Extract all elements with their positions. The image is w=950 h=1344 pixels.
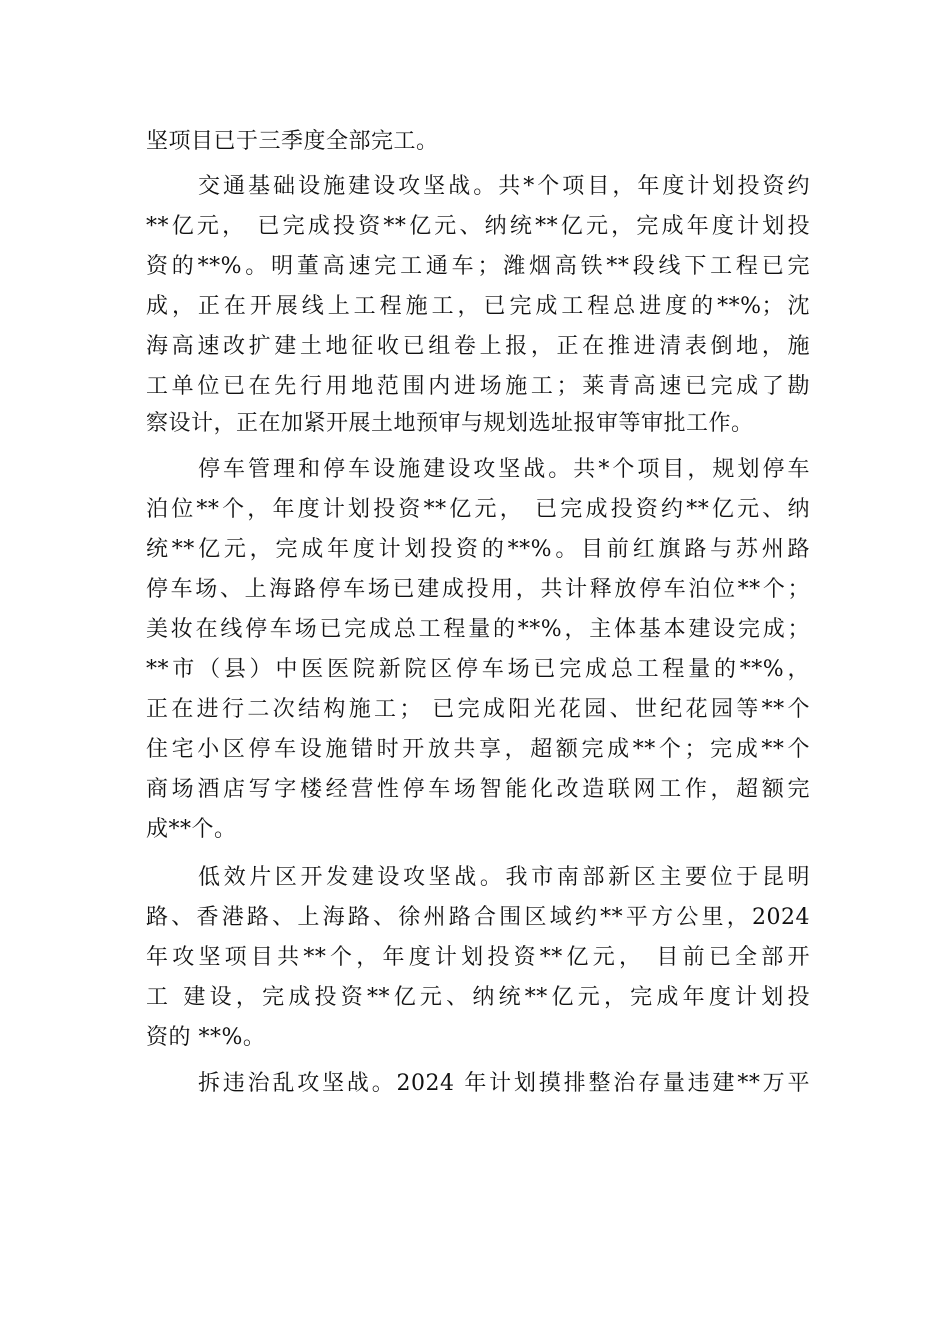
- text-line: 美妆在线停车场已完成总工程量的**%，主体基本建设完成；: [146, 617, 810, 642]
- text-line: 察设计，正在加紧开展土地预审与规划选址报审等审批工作。: [146, 411, 754, 436]
- paragraph-first-line: 低效片区开发建设攻坚战。我市南部新区主要位于昆明: [198, 865, 810, 890]
- text-line: **亿元， 已完成投资**亿元、纳统**亿元，完成年度计划投: [146, 214, 810, 239]
- text-line: 资的**%。明董高速完工通车；潍烟高铁**段线下工程已完: [146, 254, 810, 279]
- text-line: **市（县）中医医院新院区停车场已完成总工程量的**%，: [146, 657, 810, 682]
- paragraph-first-line: 拆违治乱攻坚战。2024 年计划摸排整治存量违建**万平: [198, 1071, 810, 1096]
- text-line: 资的 **%。: [146, 1025, 266, 1050]
- text-line: 商场酒店写字楼经营性停车场智能化改造联网工作，超额完: [146, 777, 810, 802]
- text-line: 成，正在开展线上工程施工，已完成工程总进度的**%；沈: [146, 294, 810, 319]
- text-line: 住宅小区停车设施错时开放共享，超额完成**个；完成**个: [146, 737, 810, 762]
- paragraph-first-line: 交通基础设施建设攻坚战。共*个项目，年度计划投资约: [198, 174, 810, 199]
- text-line: 工 建设，完成投资**亿元、纳统**亿元，完成年度计划投: [146, 985, 810, 1010]
- text-line: 停车场、上海路停车场已建成投用，共计释放停车泊位**个；: [146, 577, 810, 602]
- text-line: 成**个。: [146, 817, 237, 842]
- text-line: 工单位已在先行用地范围内进场施工；莱青高速已完成了勘: [146, 374, 810, 399]
- text-line: 正在进行二次结构施工； 已完成阳光花园、世纪花园等**个: [146, 697, 810, 722]
- text-line: 统**亿元，完成年度计划投资的**%。目前红旗路与苏州路: [146, 537, 810, 562]
- text-line: 路、香港路、上海路、徐州路合围区域约**平方公里，2024: [146, 905, 810, 930]
- paragraph-first-line: 停车管理和停车设施建设攻坚战。共*个项目，规划停车: [198, 457, 810, 482]
- text-line: 泊位**个，年度计划投资**亿元， 已完成投资约**亿元、纳: [146, 497, 810, 522]
- text-line: 年攻坚项目共**个，年度计划投资**亿元， 目前已全部开: [146, 945, 810, 970]
- text-line: 海高速改扩建土地征收已组卷上报，正在推进清表倒地，施: [146, 334, 810, 359]
- text-line: 坚项目已于三季度全部完工。: [146, 129, 439, 154]
